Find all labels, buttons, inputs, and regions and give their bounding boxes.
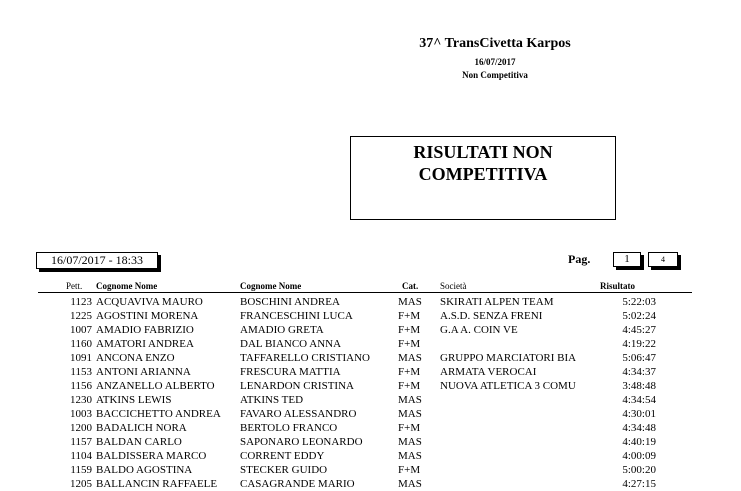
table-row (0, 295, 741, 309)
cell-club: NUOVA ATLETICA 3 COMU (440, 380, 576, 392)
cell-time: 4:00:09 (622, 450, 656, 462)
col-header-cognome-2: Cognome Nome (240, 281, 302, 291)
cell-category: F+M (398, 464, 421, 476)
cell-athlete-2: FRANCESCHINI LUCA (240, 310, 353, 322)
col-header-cat: Cat. (402, 281, 419, 291)
cell-bib: 1157 (70, 436, 92, 448)
results-heading-box (350, 136, 616, 220)
cell-athlete-1: ANZANELLO ALBERTO (96, 380, 215, 392)
cell-bib: 1230 (70, 394, 92, 406)
cell-athlete-1: BALDAN CARLO (96, 436, 182, 448)
table-row (0, 435, 741, 449)
cell-club: G.A A. COIN VE (440, 324, 518, 336)
cell-athlete-1: AMADIO FABRIZIO (96, 324, 194, 336)
cell-athlete-1: BADALICH NORA (96, 422, 187, 434)
cell-category: F+M (398, 422, 421, 434)
table-row (0, 323, 741, 337)
event-date: 16/07/2017 (474, 57, 516, 67)
results-heading (351, 141, 615, 185)
cell-club: GRUPPO MARCIATORI BIA (440, 352, 577, 364)
cell-athlete-1: BALLANCIN RAFFAELE (96, 478, 218, 490)
cell-bib: 1123 (70, 296, 92, 308)
col-header-risultato: Risultato (600, 281, 636, 291)
cell-athlete-1: ANTONI ARIANNA (96, 366, 191, 378)
cell-athlete-2: STECKER GUIDO (240, 464, 328, 476)
cell-bib: 1159 (70, 464, 92, 476)
cell-time: 4:34:37 (622, 366, 656, 378)
cell-category: F+M (398, 310, 421, 322)
cell-athlete-2: FAVARO ALESSANDRO (240, 408, 357, 420)
cell-time: 4:30:01 (622, 408, 656, 420)
cell-time: 5:00:20 (622, 464, 656, 476)
cell-category: F+M (398, 338, 421, 350)
event-title: 37^ TransCivetta Karpos (419, 36, 571, 51)
cell-bib: 1200 (70, 422, 92, 434)
cell-category: MAS (398, 296, 422, 308)
cell-athlete-2: CASAGRANDE MARIO (240, 478, 355, 490)
cell-athlete-2: LENARDON CRISTINA (240, 380, 354, 392)
cell-athlete-2: ATKINS TED (240, 394, 304, 406)
cell-time: 5:06:47 (622, 352, 656, 364)
cell-bib: 1153 (70, 366, 92, 378)
cell-athlete-1: ATKINS LEWIS (96, 394, 172, 406)
cell-bib: 1225 (70, 310, 92, 322)
results-heading-line-1: RISULTATI NON (413, 142, 553, 162)
cell-time: 4:34:54 (622, 394, 656, 406)
cell-category: F+M (398, 324, 421, 336)
cell-time: 5:22:03 (622, 296, 656, 308)
cell-category: MAS (398, 352, 422, 364)
table-row (0, 393, 741, 407)
cell-athlete-2: CORRENT EDDY (240, 450, 325, 462)
current-page-box: 1 (613, 252, 641, 267)
cell-athlete-1: BACCICHETTO ANDREA (96, 408, 221, 420)
cell-athlete-2: SAPONARO LEONARDO (240, 436, 363, 448)
cell-bib: 1091 (70, 352, 92, 364)
total-pages-box: 4 (648, 252, 678, 267)
cell-time: 4:45:27 (622, 324, 656, 336)
cell-bib: 1007 (70, 324, 92, 336)
cell-category: F+M (398, 366, 421, 378)
table-row (0, 365, 741, 379)
cell-athlete-2: DAL BIANCO ANNA (240, 338, 342, 350)
cell-category: MAS (398, 408, 422, 420)
cell-bib: 1003 (70, 408, 92, 420)
cell-athlete-1: BALDO AGOSTINA (96, 464, 193, 476)
cell-time: 5:02:24 (622, 310, 656, 322)
cell-bib: 1160 (70, 338, 92, 350)
cell-athlete-1: ANCONA ENZO (96, 352, 175, 364)
print-timestamp: 16/07/2017 - 18:33 (36, 252, 158, 269)
table-row (0, 421, 741, 435)
table-row (0, 407, 741, 421)
col-header-pett: Pett. (66, 281, 83, 291)
cell-athlete-2: BERTOLO FRANCO (240, 422, 338, 434)
cell-category: MAS (398, 436, 422, 448)
cell-athlete-2: FRESCURA MATTIA (240, 366, 341, 378)
cell-time: 3:48:48 (622, 380, 656, 392)
cell-club: A.S.D. SENZA FRENI (440, 310, 543, 322)
cell-athlete-2: BOSCHINI ANDREA (240, 296, 340, 308)
cell-time: 4:19:22 (622, 338, 656, 350)
cell-bib: 1104 (70, 450, 92, 462)
cell-athlete-2: TAFFARELLO CRISTIANO (240, 352, 371, 364)
results-table (0, 295, 741, 491)
header-rule (38, 292, 692, 293)
table-row (0, 449, 741, 463)
table-row (0, 337, 741, 351)
cell-athlete-2: AMADIO GRETA (240, 324, 324, 336)
cell-athlete-1: AGOSTINI MORENA (96, 310, 199, 322)
table-row (0, 379, 741, 393)
cell-time: 4:34:48 (622, 422, 656, 434)
cell-bib: 1156 (70, 380, 92, 392)
cell-category: MAS (398, 450, 422, 462)
cell-category: MAS (398, 394, 422, 406)
cell-club: SKIRATI ALPEN TEAM (440, 296, 554, 308)
cell-athlete-1: ACQUAVIVA MAURO (96, 296, 203, 308)
cell-category: MAS (398, 478, 422, 490)
table-row (0, 309, 741, 323)
table-row (0, 477, 741, 491)
page-label: Pag. (568, 252, 591, 266)
cell-time: 4:40:19 (622, 436, 656, 448)
cell-category: F+M (398, 380, 421, 392)
results-heading-line-2: COMPETITIVA (418, 164, 548, 184)
cell-bib: 1205 (70, 478, 92, 490)
col-header-cognome-1: Cognome Nome (96, 281, 158, 291)
table-row (0, 351, 741, 365)
table-row (0, 463, 741, 477)
cell-athlete-1: BALDISSERA MARCO (96, 450, 207, 462)
cell-club: ARMATA VEROCAI (440, 366, 537, 378)
cell-time: 4:27:15 (622, 478, 656, 490)
cell-athlete-1: AMATORI ANDREA (96, 338, 194, 350)
event-category: Non Competitiva (462, 70, 528, 80)
col-header-societa: Società (440, 281, 467, 291)
